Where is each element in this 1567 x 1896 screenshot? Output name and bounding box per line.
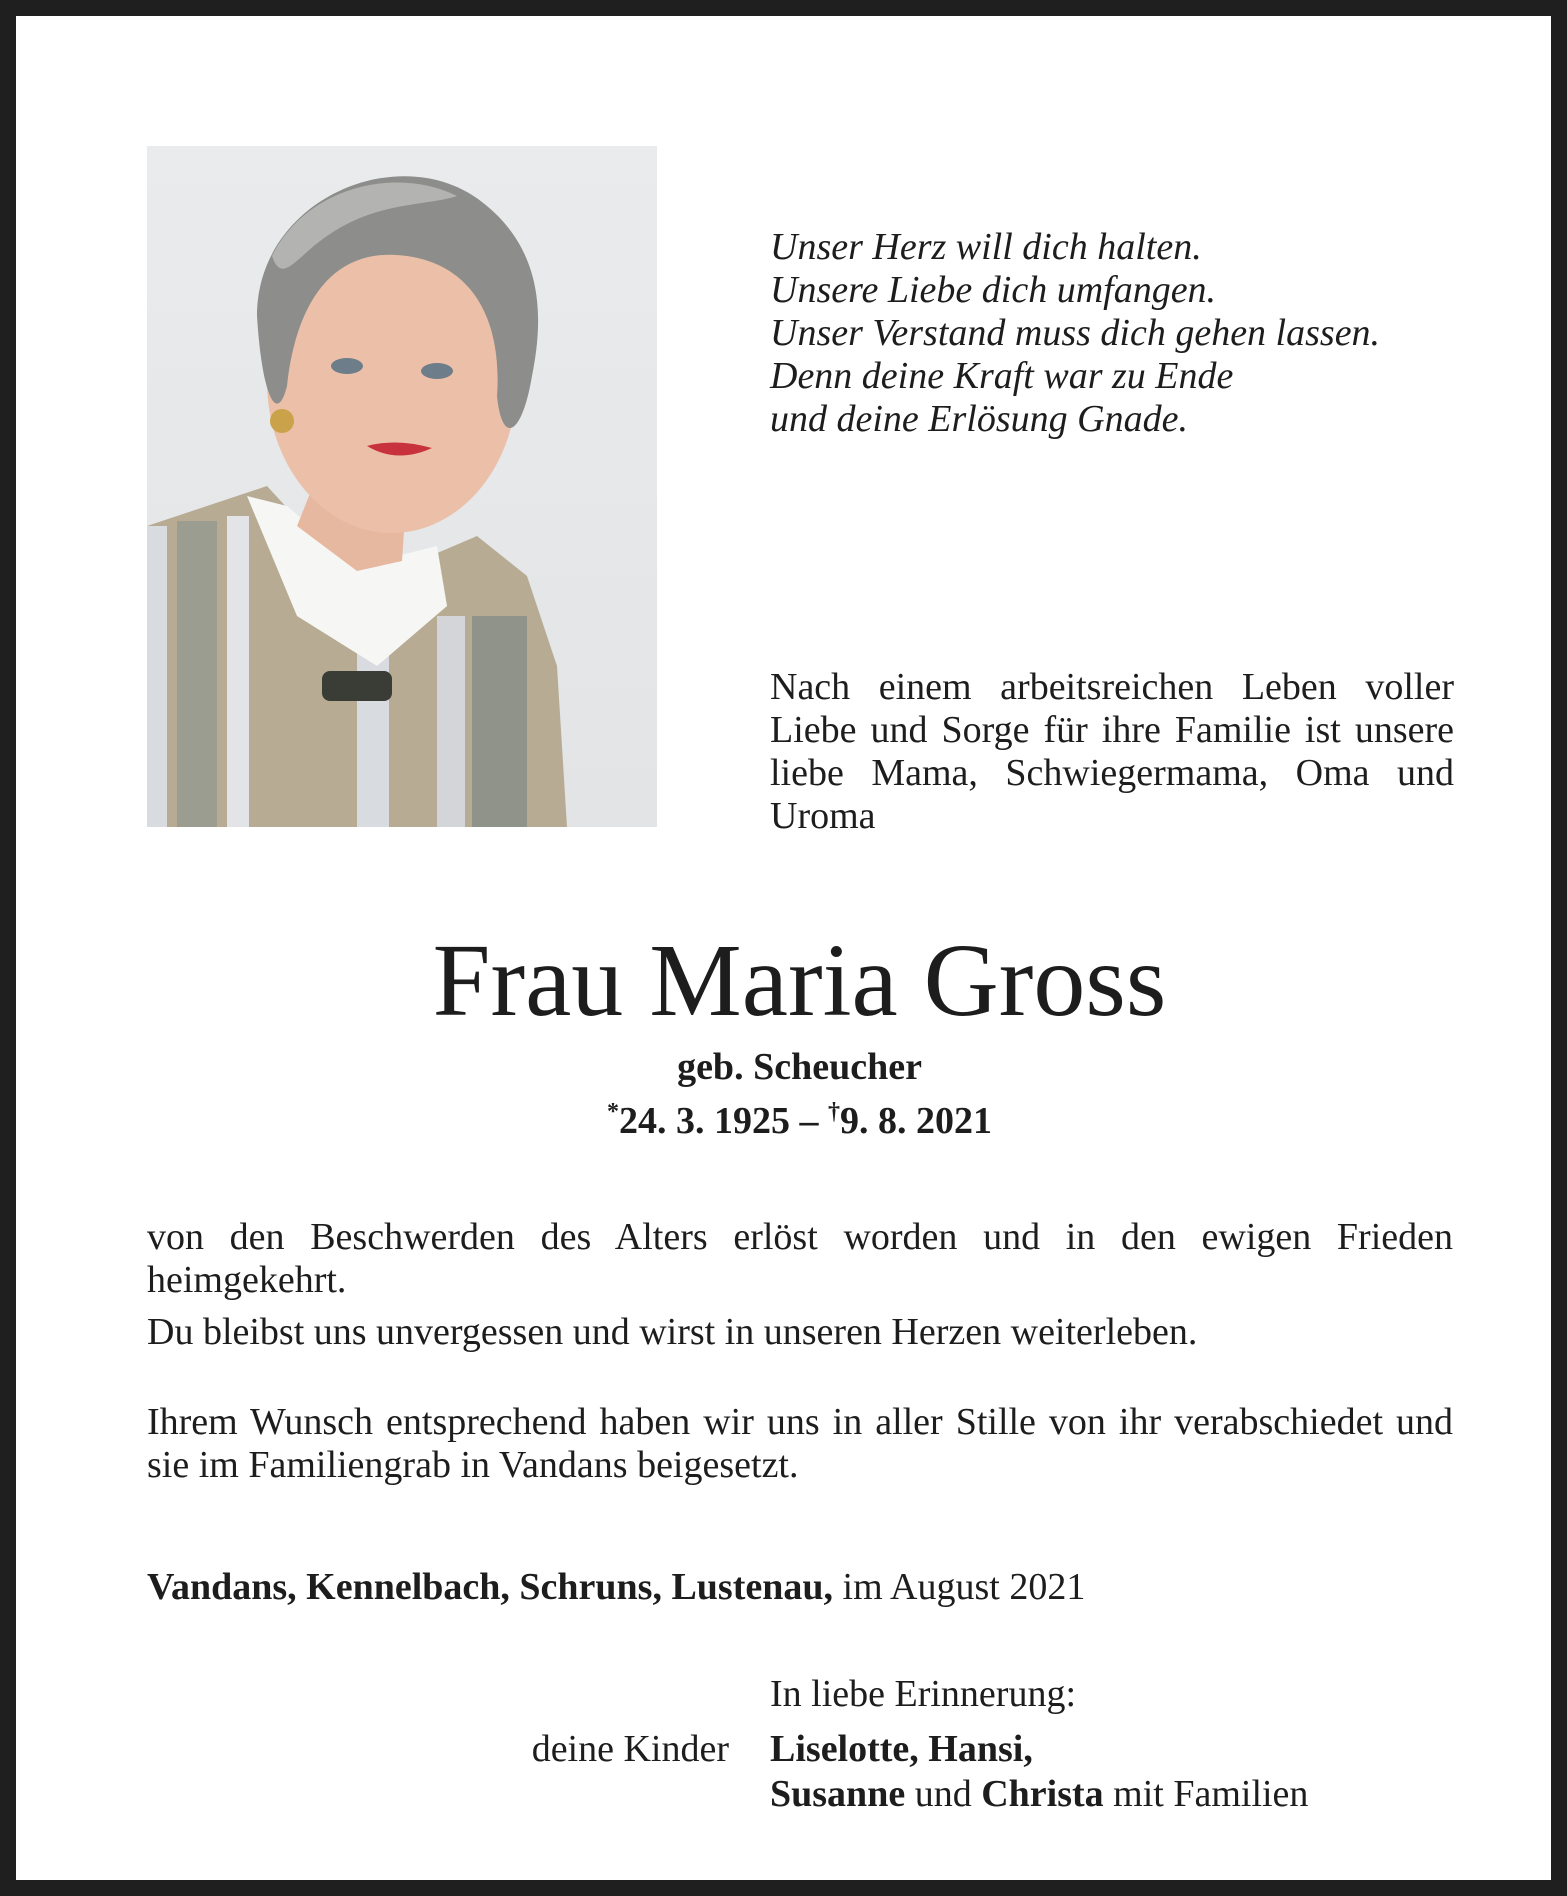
body-paragraph: Ihrem Wunsch entsprechend haben wir uns in aller Stille von ihr verabschiedet und sie im Familiengrab in Vandans beigesetzt. xyxy=(147,1401,1453,1486)
month-year: im August 2021 xyxy=(833,1566,1086,1608)
intro-text: Nach einem arbeitsreichen Leben voller Liebe und Sorge für ihre Familie ist unsere liebe Mama, Schwiegermama, Oma und Uroma xyxy=(770,666,1454,837)
children-names-line1: Liselotte, Hansi, xyxy=(770,1728,1033,1770)
poem-line: und deine Erlösung Gnade. xyxy=(770,398,1188,440)
poem-line: Unser Verstand muss dich gehen lassen. xyxy=(770,312,1381,354)
memory-heading: In liebe Erinnerung: xyxy=(770,1673,1077,1715)
portrait-photo xyxy=(147,146,657,827)
poem-line: Denn deine Kraft war zu Ende xyxy=(770,355,1234,397)
families-suffix: mit Familien xyxy=(1103,1773,1309,1815)
body-paragraph: Du bleibst uns unvergessen und wirst in unseren Herzen weiterleben. xyxy=(147,1311,1198,1353)
child-name: Susanne xyxy=(770,1773,906,1815)
place-and-date xyxy=(147,1566,1085,1609)
towns: Vandans, Kennelbach, Schruns, Lustenau, xyxy=(147,1566,834,1608)
conjunction: und xyxy=(905,1773,982,1815)
body-paragraph: von den Beschwerden des Alters erlöst worden und in den ewigen Frieden heimgekehrt. xyxy=(147,1216,1453,1301)
child-name: Christa xyxy=(981,1773,1104,1815)
death-symbol: † xyxy=(828,1099,840,1125)
death-date: 9. 8. 2021 xyxy=(840,1100,992,1142)
life-dates xyxy=(16,1091,1567,1143)
deceased-name: Frau Maria Gross xyxy=(432,923,1167,1038)
birth-date: 24. 3. 1925 xyxy=(619,1100,790,1142)
poem xyxy=(770,226,1380,441)
children-names-line2 xyxy=(770,1773,1308,1816)
poem-line: Unsere Liebe dich umfangen. xyxy=(770,269,1217,311)
children-prefix: deine Kinder xyxy=(531,1728,729,1770)
portrait-illustration xyxy=(147,146,657,827)
birth-name: geb. Scheucher xyxy=(677,1046,922,1088)
date-separator: – xyxy=(790,1100,828,1142)
birth-symbol: * xyxy=(607,1099,619,1125)
poem-line: Unser Herz will dich halten. xyxy=(770,226,1202,268)
